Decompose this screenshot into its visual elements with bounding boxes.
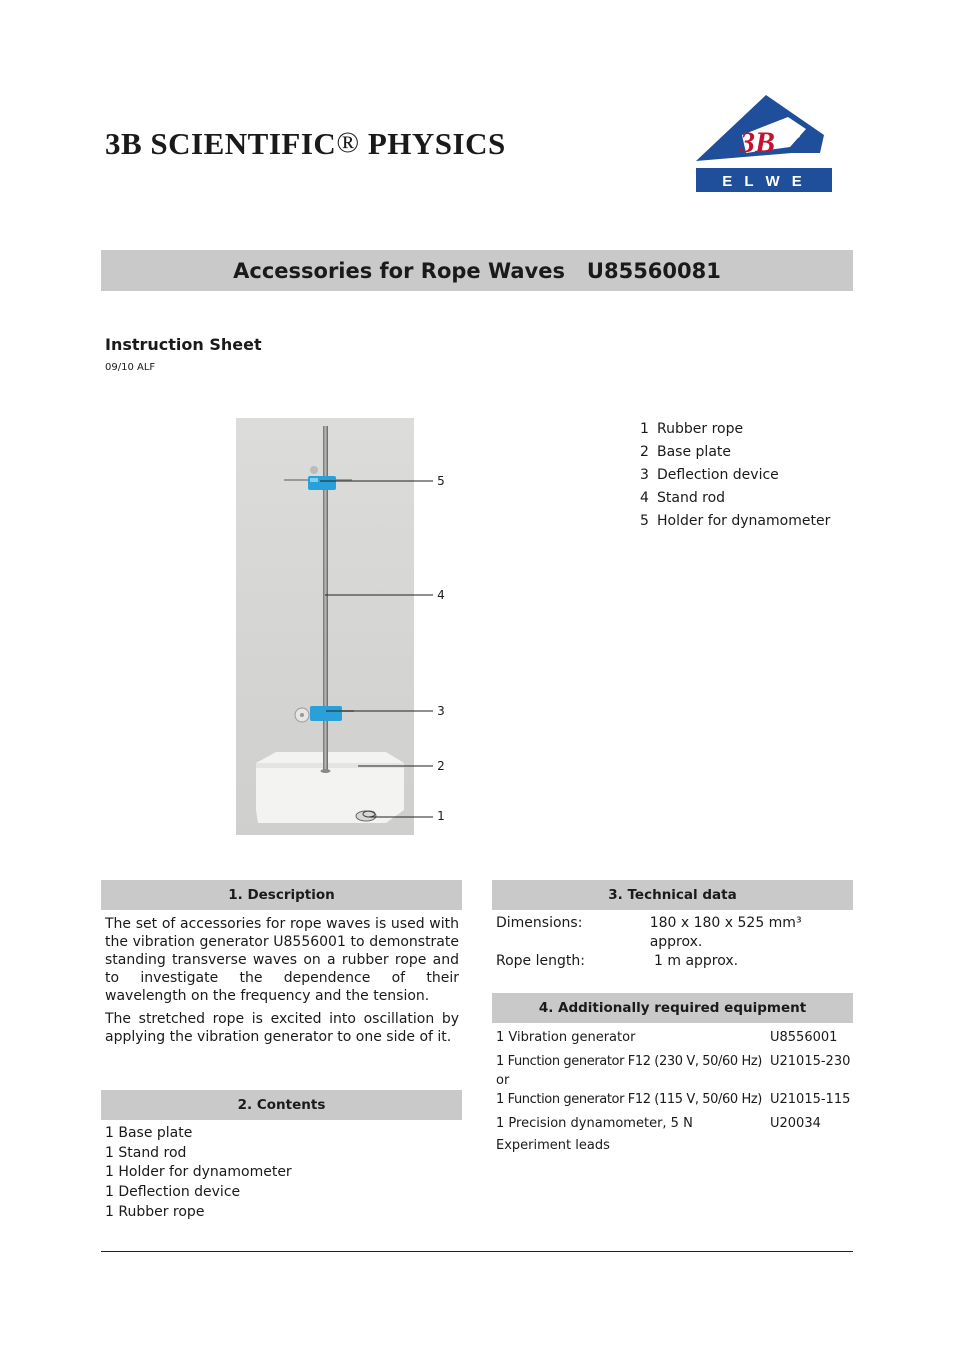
callout-4: 4 (437, 588, 445, 602)
figure-legend (640, 418, 830, 533)
table-row: Dimensions: 180 x 180 x 525 mm³ approx. (496, 915, 802, 950)
document-type: Instruction Sheet (105, 335, 262, 354)
list-item: 1 Holder for dynamometer (105, 1164, 292, 1181)
brand-main: 3B SCIENTIFIC (105, 126, 337, 161)
product-code: U85560081 (586, 258, 721, 283)
logo-3b-text: 3B (740, 126, 776, 159)
product-name: Accessories for Rope Waves (233, 258, 565, 283)
equipment-heading: 4. Additionally required equipment (492, 993, 853, 1023)
logo-band-text: E L W E (722, 173, 806, 190)
brand-title (105, 126, 506, 162)
legend-item: 4 Stand rod (640, 490, 726, 506)
list-item: 1 Stand rod (105, 1144, 187, 1161)
table-row: 1 Function generator F12 (230 V, 50/60 Hz) U21015-230 (496, 1054, 851, 1069)
description-heading: 1. Description (101, 880, 462, 910)
brand-registered-mark: ® (336, 126, 360, 159)
contents-heading: 2. Contents (101, 1090, 462, 1120)
legend-item: 2 Base plate (640, 444, 731, 460)
table-row: 1 Vibration generator U8556001 (496, 1030, 838, 1045)
table-row: or (496, 1073, 510, 1088)
logo-reg-mark: ® (795, 133, 801, 140)
footer-rule (101, 1251, 853, 1252)
description-paragraph-2: The stretched rope is excited into oscillation by applying the vibration generator to one side of it. (105, 1011, 459, 1045)
callout-3: 3 (437, 704, 445, 718)
brand-suffix: PHYSICS (359, 126, 506, 161)
callout-1: 1 (437, 809, 445, 823)
legend-item: 3 Deflection device (640, 467, 779, 483)
list-item: 1 Rubber rope (105, 1203, 205, 1220)
list-item: 1 Base plate (105, 1125, 193, 1141)
legend-item: 1 Rubber rope (640, 421, 744, 437)
equipment-table (496, 1028, 853, 1155)
title-bar (101, 250, 853, 291)
callout-5: 5 (437, 474, 445, 488)
3b-elwe-logo (696, 95, 832, 192)
table-row: 1 Function generator F12 (115 V, 50/60 Hz) U21015-115 (496, 1092, 851, 1107)
table-row: Rope length: 1 m approx. (496, 953, 739, 969)
description-body (105, 915, 459, 1046)
date-code: 09/10 ALF (105, 362, 156, 373)
description-paragraph-1: The set of accessories for rope waves is used with the vibration generator U8556001 to demonstrate standing transverse waves on a rubber rope and to investigate the dependence of their wavelength on the frequency and the tension. (105, 916, 459, 1004)
legend-item: 5 Holder for dynamometer (640, 513, 831, 529)
contents-list (105, 1124, 459, 1223)
list-item: 1 Deflection device (105, 1184, 241, 1201)
callout-2: 2 (437, 759, 445, 773)
table-row: 1 Precision dynamometer, 5 N U20034 (496, 1116, 821, 1131)
technical-data-table (496, 914, 853, 971)
callout-lines (320, 470, 435, 830)
technical-data-heading: 3. Technical data (492, 880, 853, 910)
table-row: Experiment leads (496, 1138, 610, 1153)
